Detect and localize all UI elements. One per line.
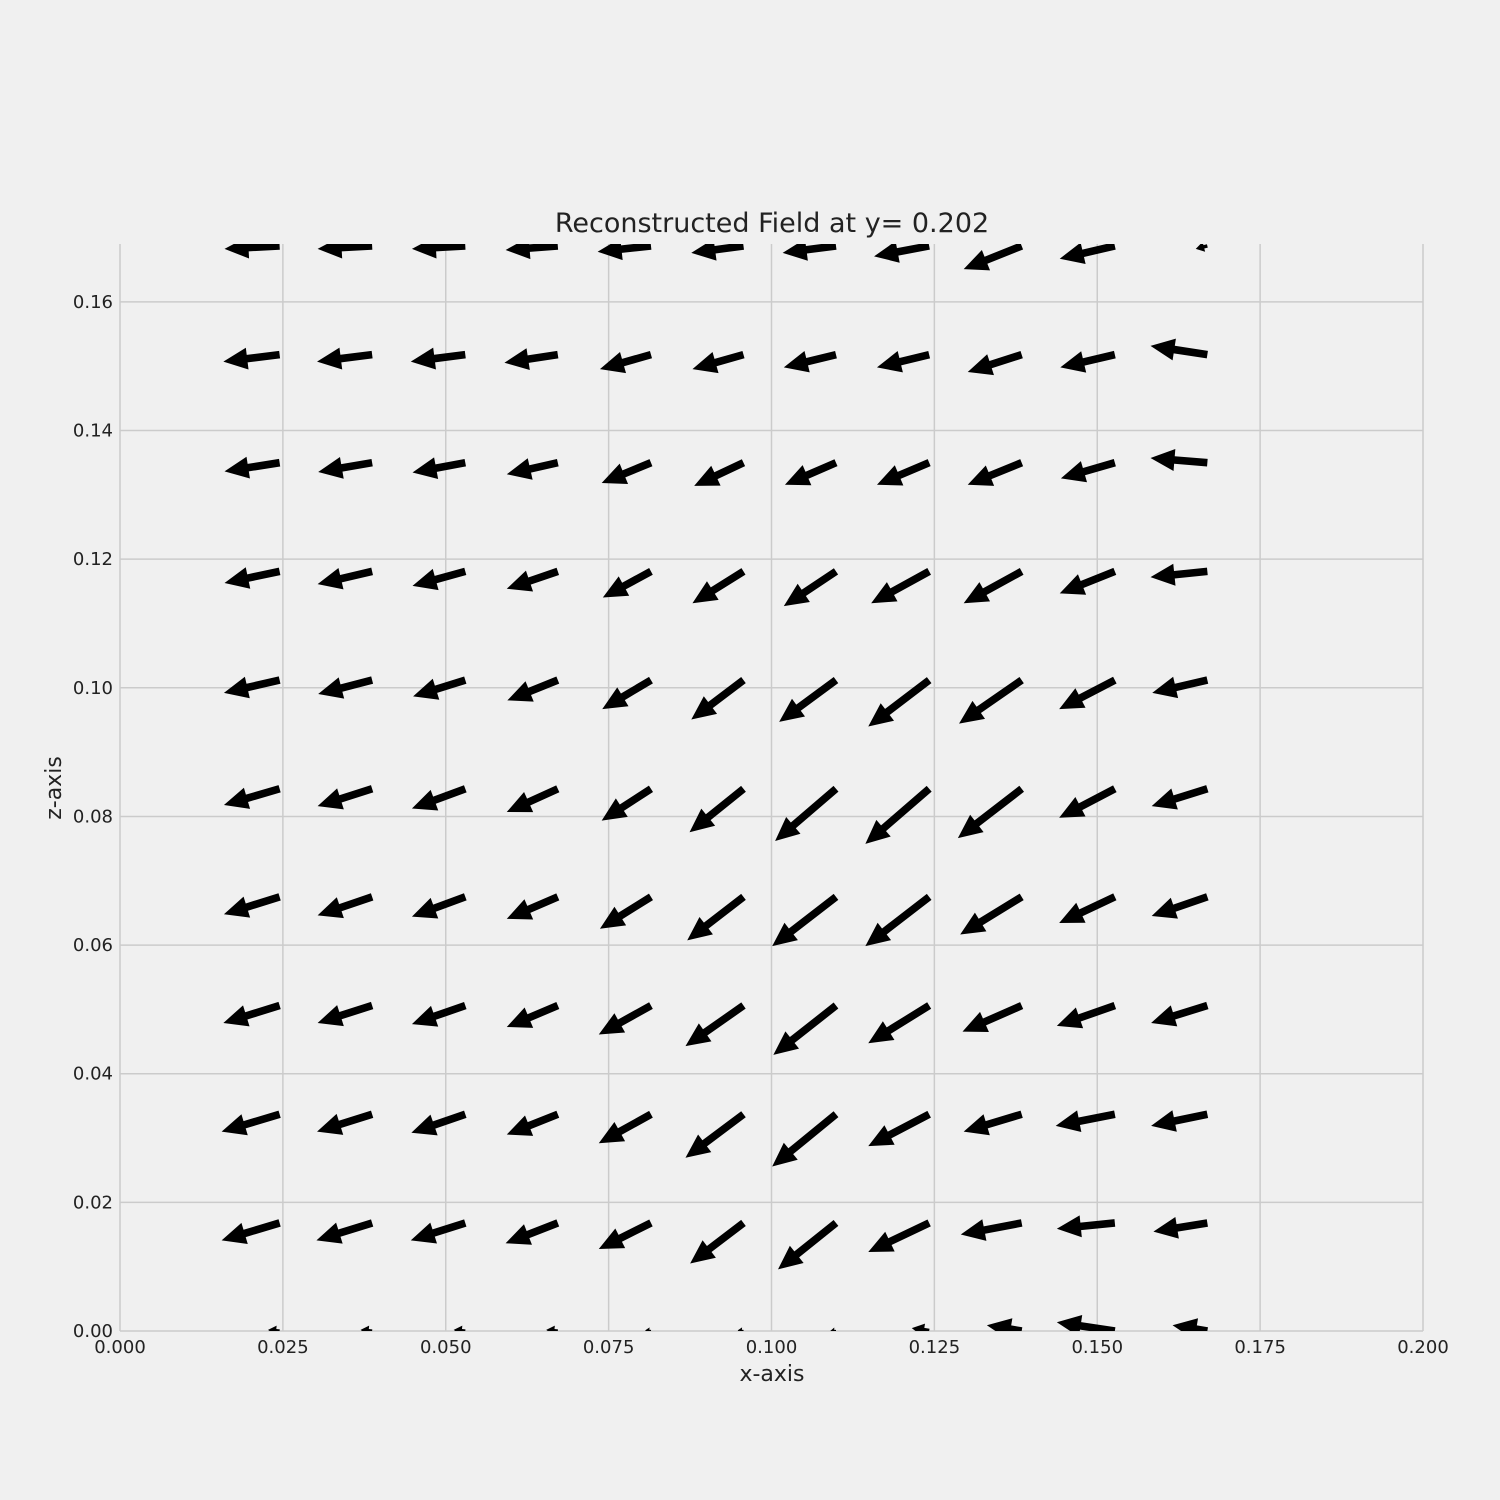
vector-arrow	[407, 1212, 468, 1250]
vector-arrow	[951, 780, 1028, 847]
vector-arrow	[597, 344, 654, 380]
vector-arrow	[503, 995, 563, 1037]
y-tick-label: 0.02	[72, 1192, 113, 1214]
vector-arrow	[1054, 670, 1120, 719]
vector-arrow	[410, 452, 467, 483]
vector-arrow	[503, 344, 560, 374]
vector-arrow	[862, 671, 936, 735]
vector-arrow	[593, 996, 656, 1044]
vector-arrow	[765, 1106, 843, 1175]
x-tick-label: 0.075	[582, 1337, 635, 1358]
quiver-arrows	[218, 235, 1210, 1342]
vector-arrow	[1149, 1103, 1210, 1136]
vector-arrow	[411, 235, 466, 260]
vector-arrow	[830, 1327, 836, 1334]
y-tick-label: 0.10	[72, 677, 113, 699]
vector-arrow	[314, 778, 375, 816]
vector-arrow	[220, 995, 283, 1033]
vector-arrow	[408, 995, 469, 1034]
vector-arrow	[314, 1104, 376, 1142]
vector-arrow	[1150, 669, 1210, 703]
vector-arrow	[954, 887, 1027, 943]
vector-arrow	[594, 888, 657, 939]
vector-arrow	[598, 562, 657, 607]
y-tick-label: 0.04	[72, 1063, 113, 1085]
vector-arrow	[964, 344, 1025, 382]
vector-arrow	[315, 561, 375, 595]
vector-arrow	[771, 1214, 843, 1278]
vector-arrow	[737, 1327, 744, 1335]
chart-title: Reconstructed Field at y= 0.202	[554, 208, 990, 239]
y-tick-label: 0.00	[72, 1321, 113, 1342]
x-tick-label: 0.050	[419, 1337, 472, 1358]
vector-arrow	[679, 997, 750, 1056]
vector-arrow	[597, 671, 657, 719]
vector-arrow	[1149, 560, 1208, 588]
vector-arrow	[690, 453, 749, 496]
vector-arrow	[546, 1325, 559, 1336]
vector-arrow	[594, 1213, 656, 1259]
vector-arrow	[222, 561, 282, 594]
vector-arrow	[687, 562, 750, 613]
vector-arrow	[689, 344, 746, 380]
vector-arrow	[1058, 344, 1118, 378]
vector-arrow	[874, 344, 931, 378]
vector-arrow	[645, 1327, 652, 1335]
vector-arrow	[502, 887, 562, 929]
vector-arrow	[409, 344, 466, 373]
x-tick-label: 0.100	[745, 1337, 798, 1358]
vector-arrow	[504, 452, 560, 485]
vector-arrow	[690, 235, 745, 264]
x-tick-label: 0.125	[908, 1337, 961, 1358]
vector-arrow	[781, 344, 838, 378]
vector-arrow	[1148, 886, 1211, 926]
vector-arrow	[959, 1212, 1024, 1245]
vector-arrow	[1056, 1212, 1116, 1240]
tick-labels	[73, 292, 1449, 1358]
vector-arrow	[1152, 1212, 1209, 1242]
vector-arrow	[1053, 995, 1118, 1036]
vector-arrow	[781, 453, 841, 495]
vector-arrow	[503, 1104, 562, 1145]
vector-arrow	[1149, 335, 1209, 365]
vector-arrow	[1056, 561, 1119, 603]
vector-arrow	[958, 995, 1026, 1041]
vector-arrow	[1057, 235, 1117, 269]
vector-arrow	[502, 779, 562, 822]
vector-arrow	[408, 887, 469, 927]
vector-arrow	[268, 1325, 281, 1336]
grid-lines	[120, 244, 1423, 1331]
vector-arrow	[593, 1105, 656, 1153]
vector-arrow	[408, 1104, 469, 1143]
vector-arrow	[502, 1213, 562, 1254]
vector-arrow	[985, 1314, 1023, 1342]
vector-arrow	[864, 1213, 934, 1262]
y-tick-label: 0.12	[72, 549, 113, 571]
vector-arrow	[224, 235, 280, 260]
vector-arrow	[1171, 1314, 1209, 1342]
y-axis-label: z-axis	[42, 756, 67, 820]
vector-arrow	[1150, 447, 1209, 474]
vector-arrow	[218, 1104, 282, 1142]
x-tick-label: 0.150	[1071, 1337, 1124, 1358]
vector-arrow	[773, 671, 843, 730]
vector-arrow	[453, 1325, 466, 1336]
vector-arrow	[315, 669, 374, 704]
vector-arrow	[866, 562, 935, 613]
x-tick-label: 0.000	[94, 1337, 146, 1358]
vector-arrow	[503, 561, 561, 599]
vector-arrow	[223, 452, 282, 482]
vector-arrow	[316, 452, 374, 483]
vector-arrow	[1148, 995, 1211, 1033]
x-tick-label: 0.175	[1234, 1337, 1286, 1358]
vector-arrow	[222, 344, 281, 373]
y-tick-label: 0.06	[72, 935, 113, 957]
vector-arrow	[960, 236, 1026, 280]
vector-arrow	[314, 995, 375, 1033]
y-tick-label: 0.08	[72, 806, 113, 828]
vector-arrow	[596, 235, 652, 263]
y-tick-label: 0.14	[72, 420, 113, 442]
x-tick-label: 0.200	[1397, 1337, 1449, 1358]
vector-arrow	[314, 886, 376, 925]
vector-arrow	[221, 669, 282, 703]
vector-arrow	[767, 997, 843, 1064]
vector-arrow	[873, 453, 934, 495]
vector-arrow	[1054, 779, 1120, 828]
vector-arrow	[1054, 887, 1119, 933]
x-tick-label: 0.025	[257, 1337, 309, 1358]
vector-arrow	[408, 778, 469, 818]
vector-arrow	[221, 778, 283, 815]
vector-arrow	[221, 886, 283, 924]
vector-arrow	[953, 671, 1028, 733]
vector-arrow	[316, 344, 374, 373]
vector-arrow	[862, 996, 934, 1052]
vector-arrow	[685, 671, 750, 728]
vector-arrow	[503, 670, 562, 711]
vector-arrow	[1195, 241, 1209, 254]
vector-arrow	[679, 1105, 750, 1166]
vector-arrow	[768, 780, 843, 849]
vector-arrow	[961, 1104, 1025, 1142]
vector-arrow	[683, 1214, 750, 1272]
vector-arrow	[596, 780, 657, 830]
vector-arrow	[313, 1212, 375, 1250]
vector-arrow	[872, 235, 931, 267]
vector-arrow	[410, 561, 469, 597]
vector-arrow	[597, 453, 655, 494]
vector-arrow	[863, 1104, 934, 1155]
x-axis-label: x-axis	[739, 1362, 805, 1387]
vector-arrow	[778, 562, 842, 615]
vector-arrow	[1054, 1103, 1117, 1136]
vector-arrow	[360, 1325, 373, 1336]
y-tick-label: 0.16	[72, 291, 113, 313]
vector-arrow	[317, 235, 373, 260]
vector-arrow	[680, 888, 750, 949]
vector-arrow	[1058, 452, 1118, 489]
vector-arrow	[964, 453, 1026, 495]
vector-arrow	[1148, 778, 1210, 816]
vector-arrow	[683, 780, 751, 841]
vector-arrow	[781, 235, 837, 264]
vector-arrow	[505, 235, 559, 261]
vector-arrow	[958, 562, 1027, 613]
vector-arrow	[911, 1322, 931, 1338]
vector-arrow	[218, 1212, 282, 1250]
